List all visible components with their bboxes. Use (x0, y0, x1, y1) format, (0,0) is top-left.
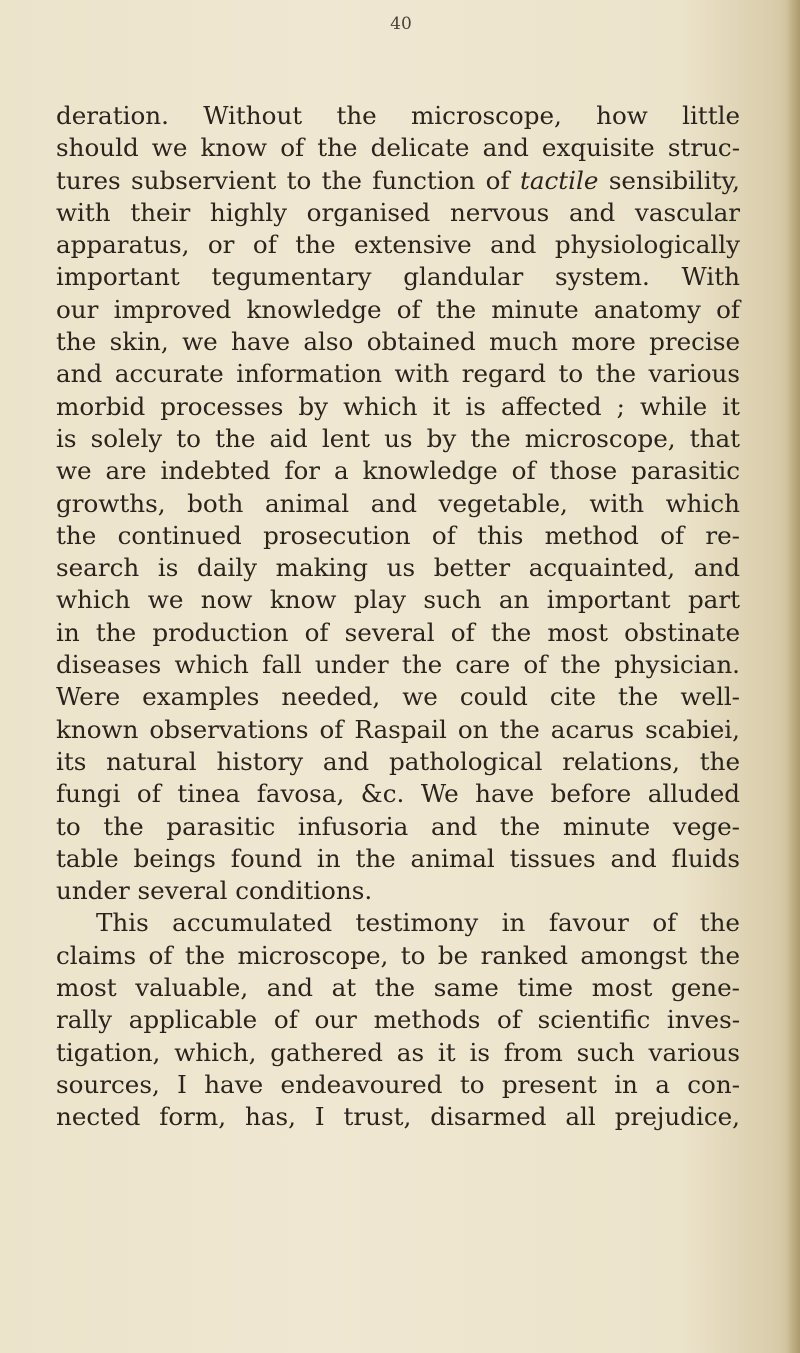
text-line-11: is solely to the aid lent us by the microscope, that (56, 423, 740, 453)
text-line-23: to the parasitic infusoria and the minute vege- (56, 811, 740, 841)
text-line-5: apparatus, or of the extensive and physiologically (56, 230, 740, 260)
text-line-32: nected form, has, I trust, disarmed all prejudice, (56, 1102, 740, 1132)
text-line-1: deration. Without the microscope, how little (56, 101, 740, 130)
text-line-25: under several conditions. (56, 876, 373, 906)
text-line-3-tail: sensibility, (598, 165, 740, 195)
text-line-16: which we now know play such an important part (56, 585, 740, 615)
page-edge-shadow (786, 0, 800, 1353)
text-line-30: tigation, which, gathered as it is from such various (56, 1037, 740, 1067)
text-line-3-lead: tures subservient to the function of (56, 165, 510, 195)
text-line-7: our improved knowledge of the minute anatomy of (56, 294, 740, 324)
body-text (56, 100, 740, 1134)
text-line-22: fungi of tinea favosa, &c. We have before alluded (56, 779, 740, 809)
text-line-28: most valuable, and at the same time most gene- (56, 973, 740, 1003)
text-line-26: This accumulated testimony in favour of the (96, 908, 740, 938)
text-line-29: rally applicable of our methods of scientific inves- (56, 1005, 740, 1035)
text-line-8: the skin, we have also obtained much more precise (56, 327, 740, 357)
text-line-21: its natural history and pathological relations, the (56, 746, 740, 776)
text-line-19: Were examples needed, we could cite the well- (56, 682, 740, 712)
text-line-12: we are indebted for a knowledge of those parasitic (56, 456, 740, 486)
text-line-15: search is daily making us better acquainted, and (56, 553, 740, 583)
italic-word-tactile: tactile (519, 165, 599, 195)
text-line-20: known observations of Raspail on the acarus scabiei, (56, 714, 740, 744)
text-line-6: important tegumentary glandular system. With (56, 262, 740, 292)
text-line-9: and accurate information with regard to the various (56, 359, 740, 389)
text-line-24: table beings found in the animal tissues and fluids (56, 843, 740, 873)
text-line-17: in the production of several of the most obstinate (56, 617, 740, 647)
page-number: 40 (390, 14, 412, 34)
text-line-3 (56, 165, 740, 197)
text-line-13: growths, both animal and vegetable, with which (56, 488, 740, 518)
text-line-14: the continued prosecution of this method of re- (56, 520, 740, 550)
text-line-2: should we know of the delicate and exquisite struc- (56, 133, 740, 163)
text-line-31: sources, I have endeavoured to present in a con- (56, 1069, 740, 1099)
text-line-10: morbid processes by which it is affected ; while it (56, 391, 740, 421)
text-line-18: diseases which fall under the care of the physician. (56, 650, 740, 680)
text-line-27: claims of the microscope, to be ranked amongst the (56, 940, 740, 970)
text-line-4: with their highly organised nervous and vascular (56, 197, 740, 227)
